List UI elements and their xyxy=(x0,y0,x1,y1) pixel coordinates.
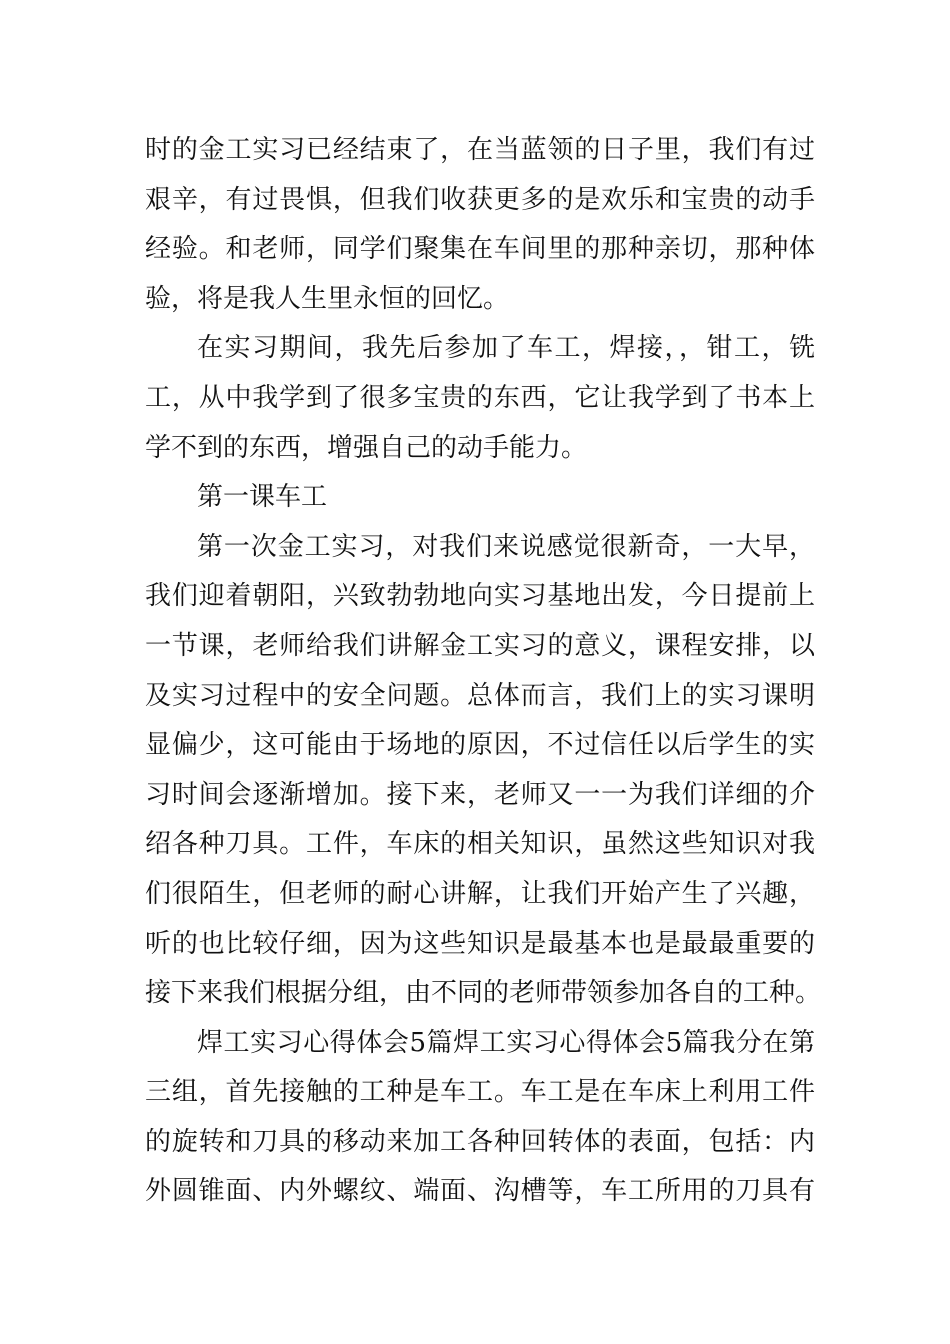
text-line: 显偏少，这可能由于场地的原因，不过信任以后学生的实 xyxy=(145,730,815,761)
text-line: 我们迎着朝阳，兴致勃勃地向实习基地出发，今日提前上 xyxy=(145,581,815,612)
paragraph-first-line: 焊工实习心得体会5篇焊工实习心得体会5篇我分在第 xyxy=(197,1027,815,1058)
text-line: 们很陌生，但老师的耐心讲解，让我们开始产生了兴趣， xyxy=(145,878,815,909)
text-line: 学不到的东西，增强自己的动手能力。 xyxy=(145,432,588,463)
text-line: 习时间会逐渐增加。接下来，老师又一一为我们详细的介 xyxy=(145,779,815,810)
text-line: 三组，首先接触的工种是车工。车工是在车床上利用工件 xyxy=(145,1077,815,1108)
paragraph-first-line: 第一次金工实习，对我们来说感觉很新奇，一大早， xyxy=(197,531,815,562)
text-line: 经验。和老师，同学们聚集在车间里的那种亲切，那种体 xyxy=(145,234,815,265)
text-line: 接下来我们根据分组，由不同的老师带领参加各自的工种。 xyxy=(145,978,822,1009)
text-line: 工，从中我学到了很多宝贵的东西，它让我学到了书本上 xyxy=(145,382,815,413)
document-body xyxy=(145,126,822,1217)
section-heading: 第一课车工 xyxy=(197,482,328,513)
text-line: 验，将是我人生里永恒的回忆。 xyxy=(145,283,510,314)
text-line: 的旋转和刀具的移动来加工各种回转体的表面，包括：内 xyxy=(145,1126,815,1157)
text-line: 一节课，老师给我们讲解金工实习的意义，课程安排，以 xyxy=(145,630,815,661)
text-line: 时的金工实习已经结束了，在当蓝领的日子里，我们有过 xyxy=(145,135,815,165)
text-line: 听的也比较仔细，因为这些知识是最基本也是最最重要的 xyxy=(145,928,815,959)
text-line: 及实习过程中的安全问题。总体而言，我们上的实习课明 xyxy=(145,680,815,711)
text-line: 艰辛，有过畏惧，但我们收获更多的是欢乐和宝贵的动手 xyxy=(145,184,815,215)
paragraph-first-line: 在实习期间，我先后参加了车工，焊接，，钳工，铣 xyxy=(197,333,815,364)
text-line: 绍各种刀具。工件，车床的相关知识，虽然这些知识对我 xyxy=(145,829,815,860)
text-line: 外圆锥面、内外螺纹、端面、沟槽等，车工所用的刀具有 xyxy=(145,1176,815,1207)
